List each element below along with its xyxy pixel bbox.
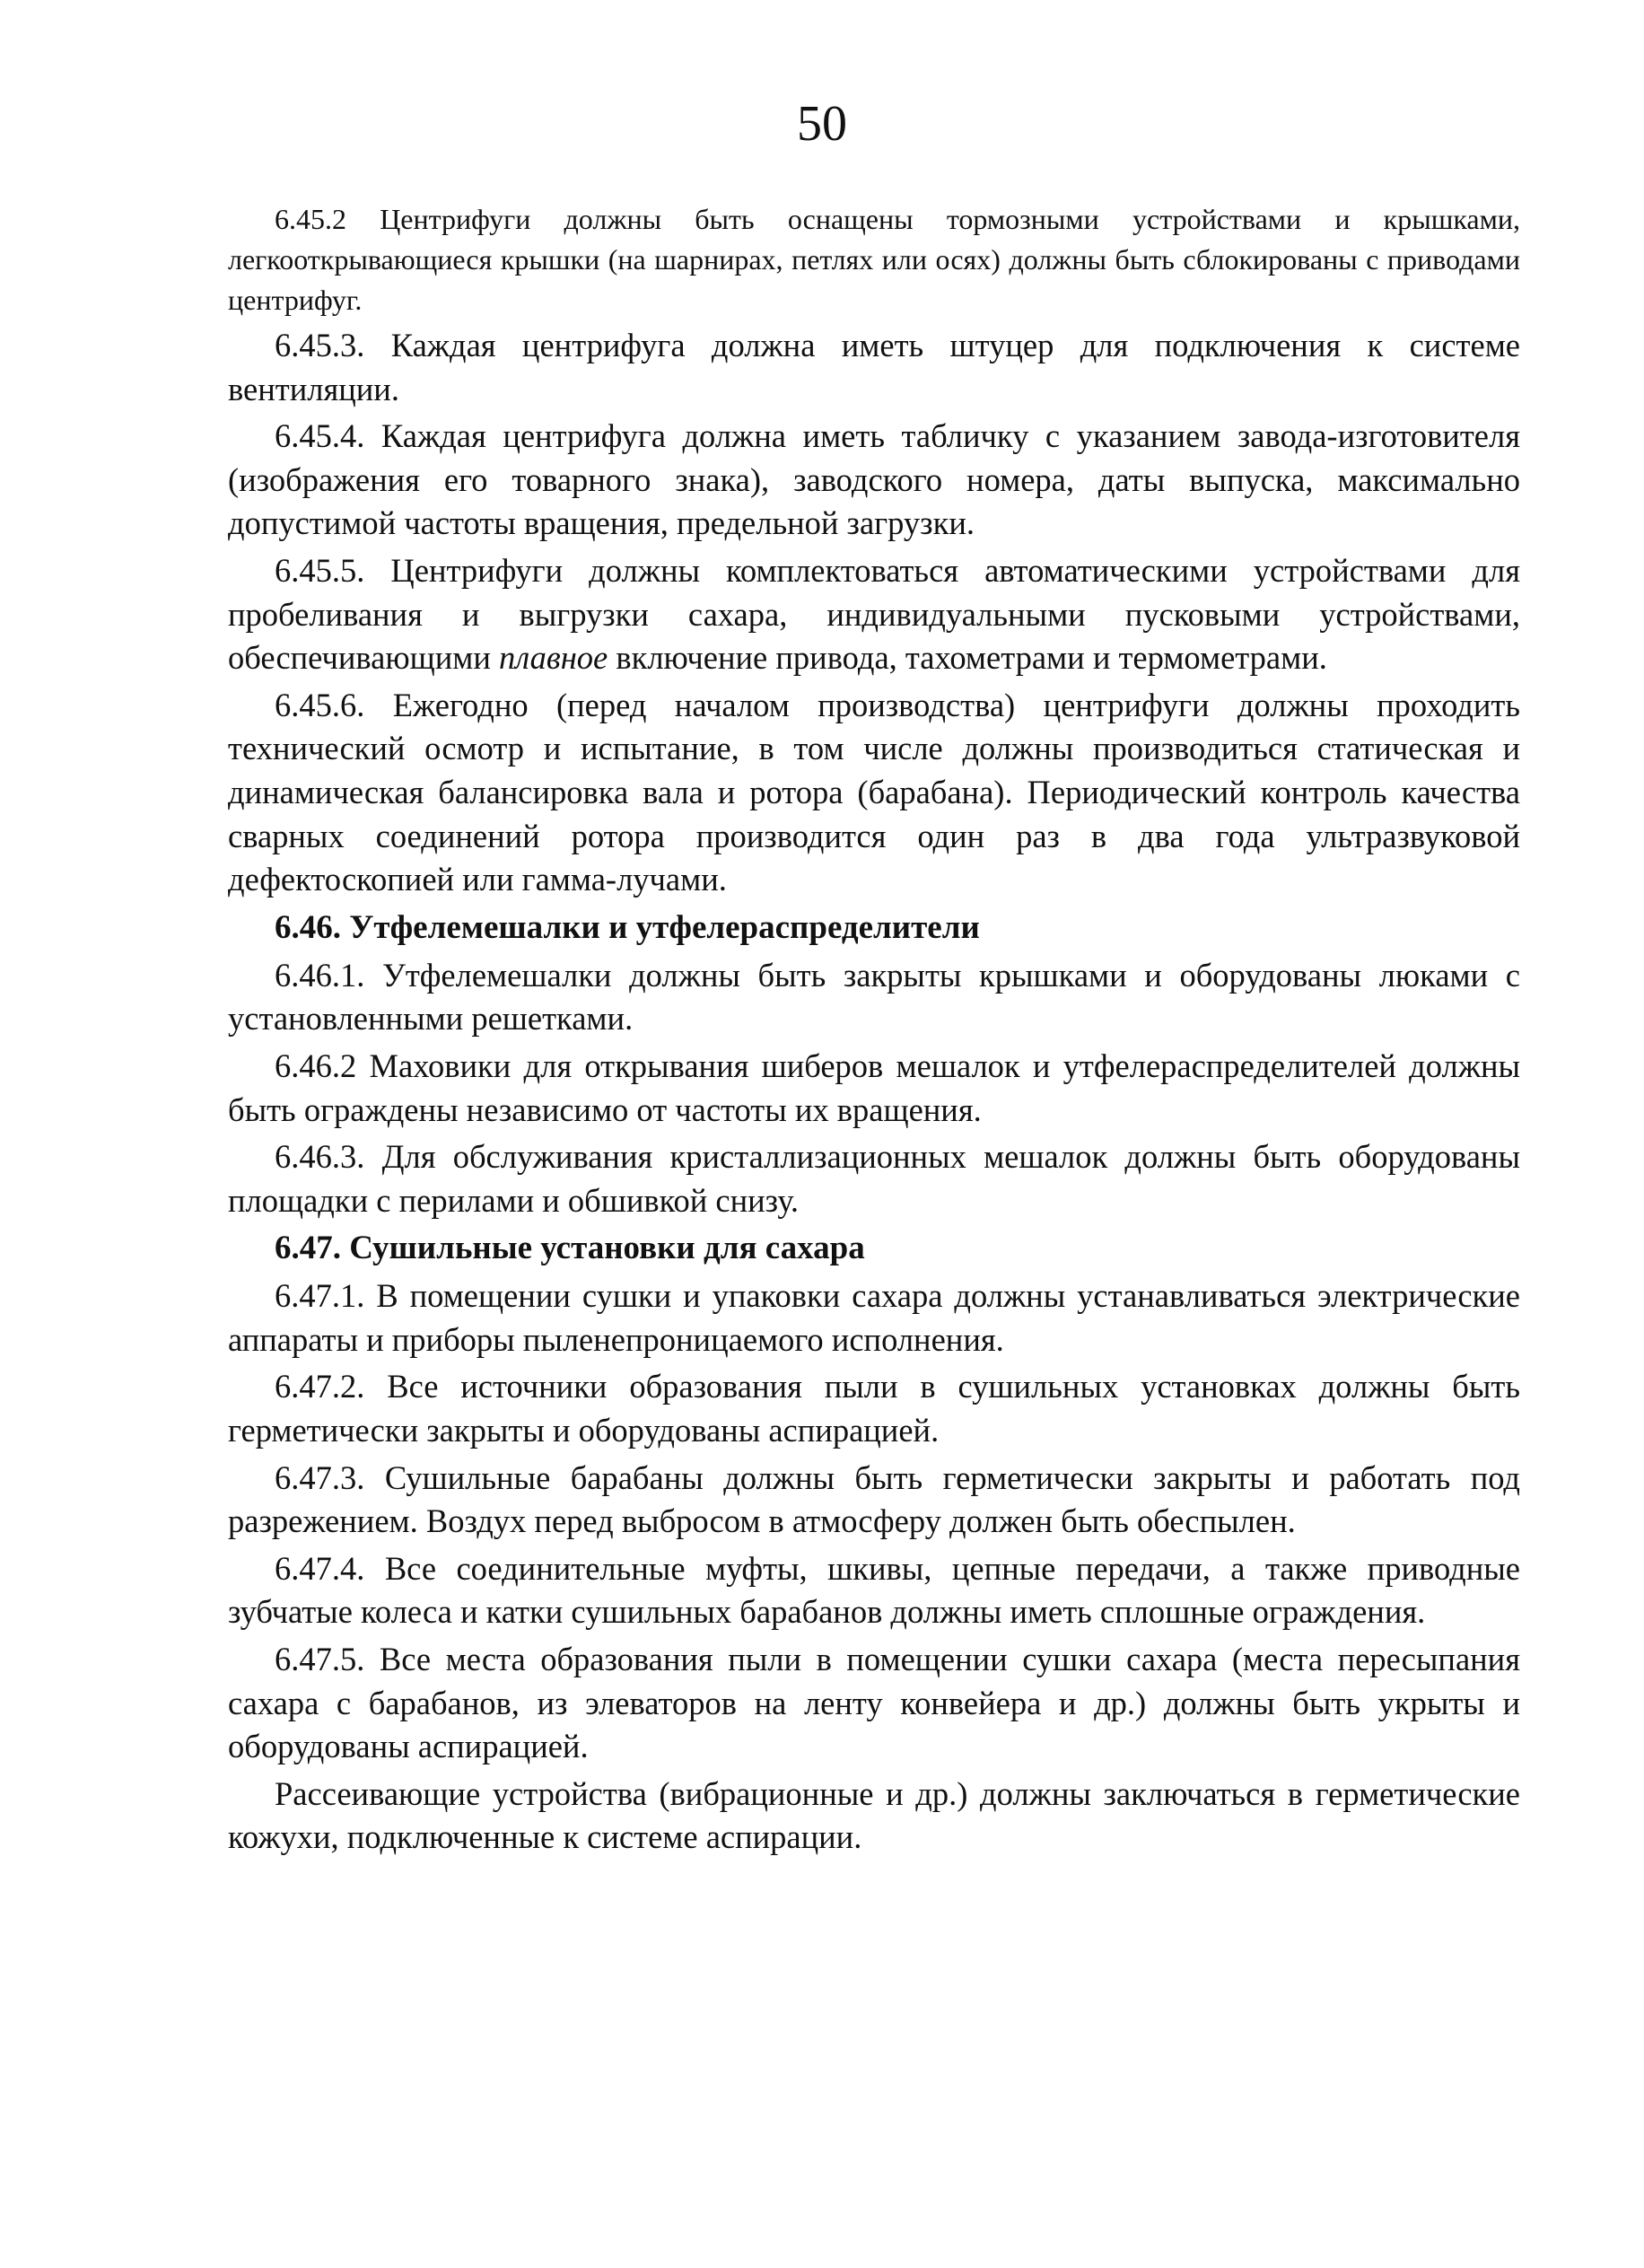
paragraph-6-46-2: 6.46.2 Маховики для открывания шиберов мешалок и утфелераспределителей должны быть ограждены независимо от частоты их вращения. [228,1046,1520,1128]
paragraph-6-45-5-part-1: 6.45.5. Центрифуги должны комплектоваться автоматическими устройствами для пробеливания и выгрузки сахара, индивидуальными пусковыми устройствами, обеспечивающими [228,551,1520,677]
paragraph-6-45-2: 6.45.2 Центрифуги должны быть оснащены тормозными устройствами и крышками, легкооткрывающиеся крышки (на шарнирах, петлях или осях) должны быть сблокированы с приводами центрифуг. [228,203,1520,316]
paragraph-6-46-1: 6.46.1. Утфелемешалки должны быть закрыты крышками и оборудованы люками с установленными решетками. [228,956,1520,1038]
paragraph-6-45-5 [228,549,1520,680]
paragraph-6-45-5-part-2: включение привода, тахометрами и термометрами. [608,639,1327,677]
paragraph-6-47-4: 6.47.4. Все соединительные муфты, шкивы, цепные передачи, а также приводные зубчатые колеса и катки сушильных барабанов должны иметь сплошные ограждения. [228,1549,1520,1631]
paragraph-6-47-1: 6.47.1. В помещении сушки и упаковки сахара должны устанавливаться электрические аппараты и приборы пыленепроницаемого исполнения. [228,1277,1520,1358]
paragraph-6-47-2: 6.47.2. Все источники образования пыли в сушильных установках должны быть герметически закрыты и оборудованы аспирацией. [228,1368,1520,1449]
paragraph-6-47-3: 6.47.3. Сушильные барабаны должны быть герметически закрыты и работать под разрежением. Воздух перед выбросом в атмосферу должен быть обеспылен. [228,1458,1520,1540]
paragraph-dispersers: Рассеивающие устройства (вибрационные и др.) должны заключаться в герметические кожухи, подключенные к системе аспирации. [228,1774,1520,1856]
paragraph-6-45-4: 6.45.4. Каждая центрифуга должна иметь табличку с указанием завода-изготовителя (изображения его товарного знака), заводского номера, даты выпуска, максимально допустимой частоты вращения, предельной загрузки. [228,417,1520,542]
paragraph-6-45-3: 6.45.3. Каждая центрифуга должна иметь штуцер для подключения к системе вентиляции. [228,327,1520,407]
paragraph-6-45-6: 6.45.6. Ежегодно (перед началом производства) центрифуги должны проходить технический осмотр и испытание, в том числе должны производиться статическая и динамическая балансировка вала и ротора (барабана). Периодический контроль качества сварных соединений ротора производится один раз в два года ультразвуковой дефектоскопией или гамма-лучами. [228,686,1520,898]
paragraph-6-47-5: 6.47.5. Все места образования пыли в помещении сушки сахара (места пересыпания сахара с барабанов, из элеваторов на ленту конвейера и др.) должны быть укрыты и оборудованы аспирацией. [228,1641,1520,1765]
paragraph-6-45-5-italic: плавное [498,639,608,677]
section-heading-6-47: 6.47. Сушильные установки для сахара [275,1230,865,1267]
paragraph-6-46-3: 6.46.3. Для обслуживания кристаллизационных мешалок должны быть оборудованы площадки с перилами и обшивкой снизу. [228,1138,1520,1219]
document-body [228,199,1520,1863]
page-number: 50 [797,96,847,152]
section-heading-6-46: 6.46. Утфелемешалки и утфелераспределители [275,908,980,946]
